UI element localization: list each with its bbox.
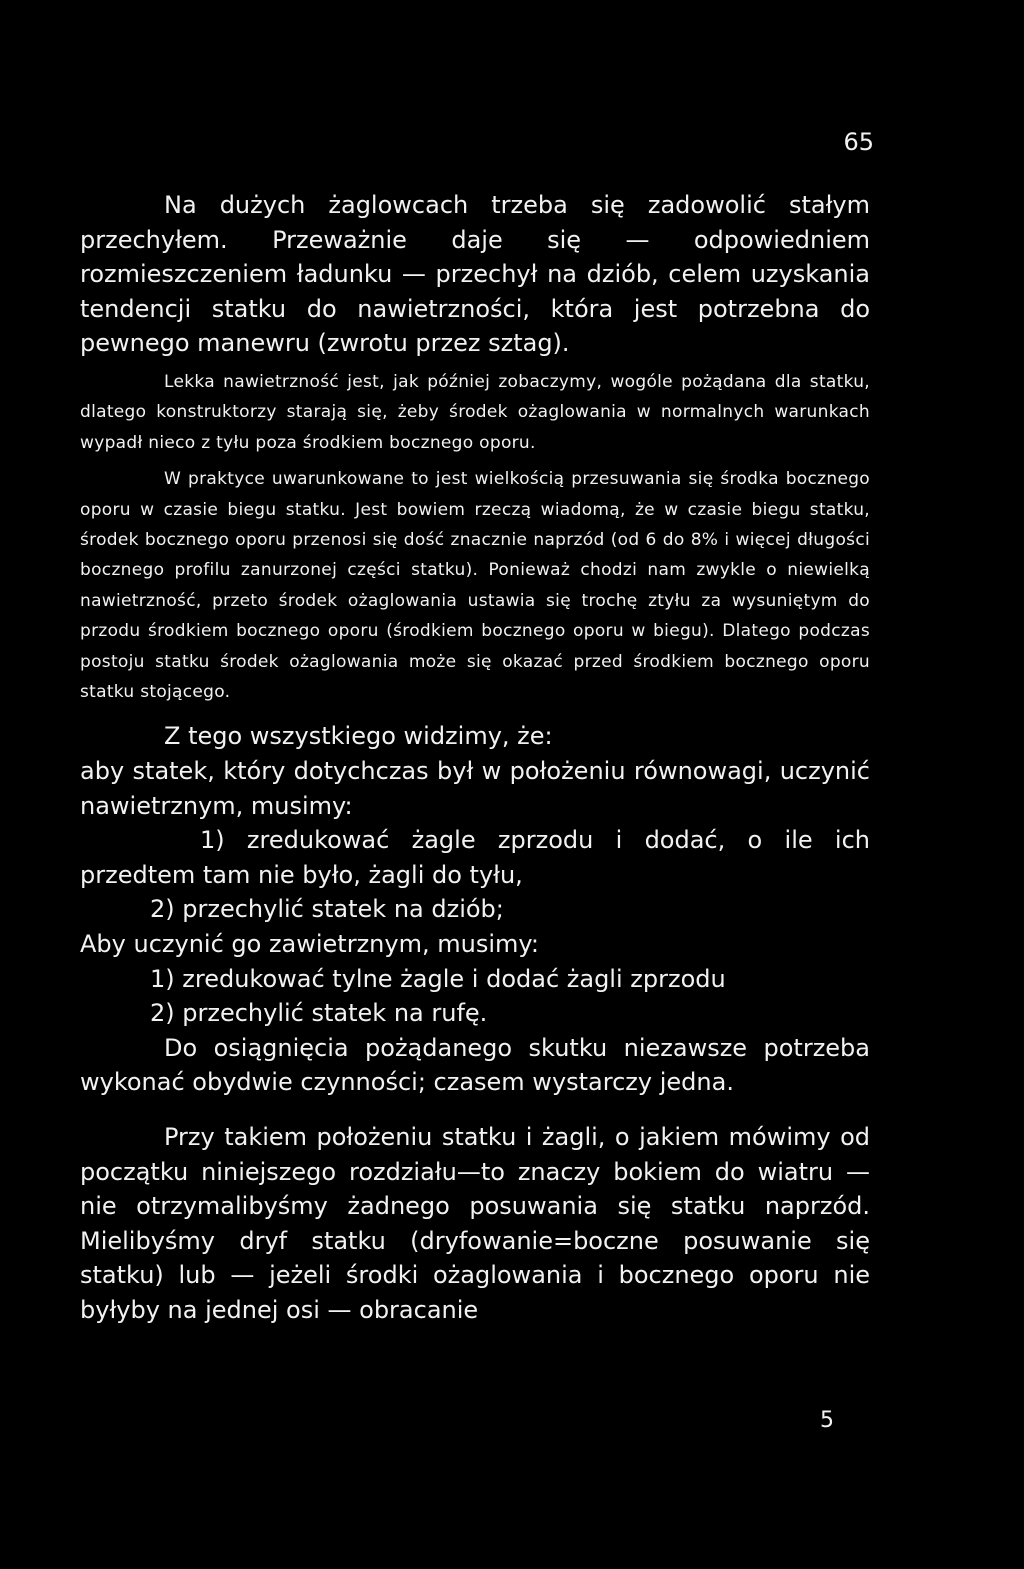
paragraph-lateral-resistance: W praktyce uwarunkowane to jest wielkością przesuwania się środka bocznego oporu w czasie biegu statku. Jest bowiem rzeczą wiadomą, że w czasie biegu statku, środek bocznego oporu przenosi się dość znacznie naprzód (od 6 do 8% i więcej długości bocznego profilu zanurzonej części statku). Ponieważ chodzi nam zwykle o niewielką nawietrzność, przeto środek ożaglowania ustawia się trochę ztyłu za wysuniętym do przodu środkiem bocznego oporu (środkiem bocznego oporu w biegu). Dlatego podczas postoju statku środek ożaglowania może się okazać przed środkiem bocznego oporu statku stojącego. — [80, 469, 870, 703]
list-item-windward-1: 1) zredukować żagle zprzodu i dodać, o ile ich przedtem tam nie było, żagli do tyłu, — [80, 826, 870, 889]
list-item-leeward-1: 1) zredukować tylne żagle i dodać żagli zprzodu — [150, 964, 726, 993]
list-item-leeward-2: 2) przechylić statek na rufę. — [150, 999, 488, 1028]
list-item-windward-2: 2) przechylić statek na dziób; — [150, 895, 504, 924]
paragraph-drift: Przy takiem położeniu statku i żagli, o jakiem mówimy od początku niniejszego rozdziału—to znaczy bokiem do wiatru — nie otrzymalibyśmy żadnego posuwania się statku naprzód. Mielibyśmy dryf statku (dryfowanie=boczne posuwanie się statku) lub — jeżeli środki ożaglowania i bocznego oporu nie byłyby na jednej osi — obracanie — [80, 1122, 870, 1324]
paragraph-conclusion-intro: Z tego wszystkiego widzimy, że: — [164, 722, 553, 751]
paragraph-effect: Do osiągnięcia pożądanego skutku niezawsze potrzeba wykonać obydwie czynności; czasem wystarczy jedna. — [80, 1033, 870, 1097]
paragraph-leeward-intro: Aby uczynić go zawietrznym, musimy: — [80, 930, 539, 958]
signature-mark: 5 — [820, 1408, 834, 1433]
paragraph-light-windward: Lekka nawietrzność jest, jak później zobaczymy, wogóle pożądana dla statku, dlatego konstruktorzy starają się, żeby środek ożaglowania w normalnych warunkach wypadł nieco z tyłu poza środkiem bocznego oporu. — [80, 371, 870, 453]
body-text — [80, 188, 870, 1328]
page-number: 65 — [843, 128, 874, 156]
paragraph-heel-intro: Na dużych żaglowcach trzeba się zadowolić stałym przechyłem. Przeważnie daje się — odpowiedniem rozmieszczeniem ładunku — przechył na dziób, celem uzyskania tendencji statku do nawietrzności, która jest potrzebna do pewnego manewru (zwrotu przez sztag). — [80, 191, 870, 358]
paragraph-windward-intro: aby statek, który dotychczas był w położeniu równowagi, uczynić nawietrznym, musimy: — [80, 757, 870, 820]
